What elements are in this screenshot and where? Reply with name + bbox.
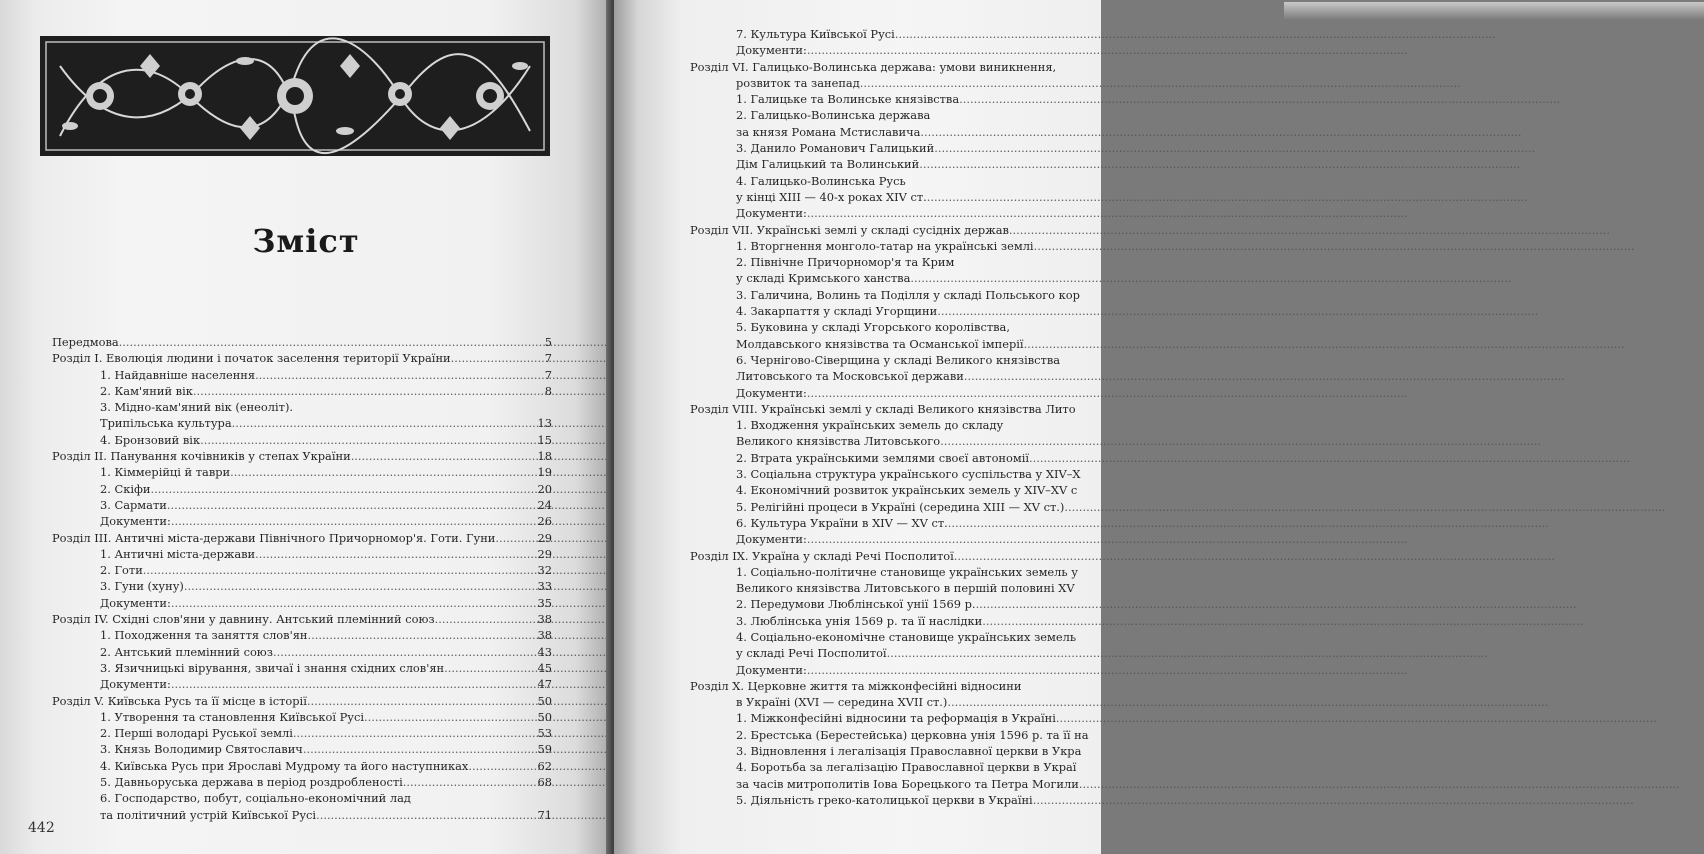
toc-section-entry (690, 710, 1101, 726)
toc-entry-title: у складі Речі Посполитої (736, 646, 887, 661)
toc-page-number: 35 (537, 595, 552, 610)
dot-leader (947, 694, 1101, 710)
toc-page-number: 50 (537, 693, 552, 708)
toc-section-entry (52, 627, 552, 643)
toc-section-entry (690, 189, 1101, 205)
toc-entry-title: за князя Романа Мстиславича (736, 124, 921, 139)
dot-leader (444, 660, 536, 676)
toc-section-entry (690, 270, 1101, 286)
dot-leader (171, 676, 537, 692)
toc-entry-title: Великого князівства Литовського (736, 434, 941, 449)
toc-chapter-entry (690, 548, 1101, 564)
toc-list-right (690, 26, 1101, 808)
toc-section-entry (690, 368, 1101, 384)
toc-page-number: 29 (537, 546, 552, 561)
toc-entry-title: 3. Соціальна структура українського суспільства у XIV–X (736, 467, 1081, 482)
toc-entry-title: 2. Передумови Люблінської унії 1569 р. (736, 597, 976, 612)
toc-section-entry (690, 580, 1101, 596)
toc-entry-title: 3. Данило Романович Галицький (736, 141, 935, 156)
toc-section-entry (52, 432, 552, 448)
dot-leader (150, 481, 536, 497)
toc-entry-title: 6. Чернігово-Сіверщина у складі Великого князівства (736, 352, 1061, 367)
dot-leader (1024, 336, 1101, 352)
dot-leader (171, 595, 537, 611)
toc-section-entry (52, 399, 552, 415)
toc-section-entry (52, 676, 552, 692)
toc-section-entry (690, 336, 1101, 352)
toc-entry-title: 3. Гуни (хуну) (100, 579, 184, 594)
toc-entry-title: Розділ IX. Україна у складі Речі Посполитої (690, 548, 954, 563)
toc-entry-title: Литовського та Московської держави (736, 369, 964, 384)
toc-entry-title: 4. Боротьба за легалізацію Православної церкви в Украї (736, 760, 1077, 775)
toc-section-entry (690, 75, 1101, 91)
toc-page-number: 53 (537, 726, 552, 741)
dot-leader (1009, 222, 1101, 238)
dot-leader (976, 596, 1101, 612)
toc-page-number: 62 (537, 758, 552, 773)
toc-entry-title: Розділ VII. Українські землі у складі сусідніх держав (690, 222, 1009, 237)
dot-leader (954, 548, 1101, 564)
toc-section-entry (52, 578, 552, 594)
toc-section-entry (690, 694, 1101, 710)
toc-chapter-entry (690, 678, 1101, 694)
toc-section-entry (690, 450, 1101, 466)
dot-leader (807, 42, 1101, 58)
toc-section-entry (52, 790, 552, 806)
toc-entry-title: Розділ VIII. Українські землі у складі Великого князівства Лито (690, 401, 1076, 416)
toc-chapter-entry (52, 611, 552, 627)
toc-entry-title: 3. Князь Володимир Святославич (100, 742, 303, 757)
dot-leader (230, 464, 536, 480)
dot-leader (468, 758, 536, 774)
toc-entry-title: за часів митрополитів Іова Борецького та Петра Могили (736, 776, 1079, 791)
dot-leader (887, 645, 1101, 661)
dot-leader (1034, 238, 1101, 254)
toc-entry-title: Розділ VI. Галицько-Волинська держава: умови виникнення, (690, 59, 1057, 74)
toc-entry-title: Розділ X. Церковне життя та міжконфесійні відносини (690, 678, 1022, 693)
toc-section-entry (690, 743, 1101, 759)
toc-section-entry (690, 352, 1101, 368)
toc-section-entry (690, 238, 1101, 254)
toc-entry-title: 2. Кам'яний вік (100, 383, 193, 398)
toc-entry-title: 1. Міжконфесійні відносини та реформація в Україні (736, 711, 1056, 726)
toc-entry-title: Документи: (100, 677, 171, 692)
toc-entry-title: 3. Сармати (100, 497, 167, 512)
toc-section-entry (52, 383, 552, 399)
dot-leader (255, 367, 544, 383)
toc-section-entry (690, 433, 1101, 449)
dot-leader (307, 627, 536, 643)
toc-entry-title: Великого князівства Литовського в першій половині XV (736, 581, 1075, 596)
toc-entry-title: в Україні (XVI — середина XVII ст.) (736, 695, 948, 710)
page-number: 442 (28, 820, 55, 836)
dot-leader (451, 350, 544, 366)
dot-leader (1056, 710, 1101, 726)
toc-entry-title: розвиток та занепад (736, 75, 860, 90)
toc-entry-title: 5. Діяльність греко-католицької церкви в Україні (736, 792, 1033, 807)
toc-entry-title: 3. Люблінська унія 1569 р. та її наслідки (736, 613, 983, 628)
toc-page-number: 8 (544, 383, 552, 398)
toc-section-entry (690, 727, 1101, 743)
toc-page-number: 29 (537, 530, 552, 545)
toc-section-entry (52, 367, 552, 383)
toc-chapter-entry (52, 530, 552, 546)
toc-entry-title: 1. Соціально-політичне становище українських земель у (736, 564, 1078, 579)
toc-section-entry (52, 741, 552, 757)
toc-section-entry (52, 725, 552, 741)
toc-entry-title: 4. Закарпаття у складі Угорщини (736, 304, 938, 319)
toc-section-entry (690, 319, 1101, 335)
toc-section-entry (690, 759, 1101, 775)
toc-entry-title: Документи: (100, 514, 171, 529)
dot-leader (1064, 499, 1101, 515)
toc-entry-title: 2. Брестська (Берестейська) церковна унія 1596 р. та її на (736, 727, 1089, 742)
toc-entry-title: 5. Релігійні процеси в Україні (середина XIII — XV ст.) (736, 499, 1065, 514)
dot-leader (940, 433, 1101, 449)
toc-page-number: 19 (537, 465, 552, 480)
toc-section-entry (52, 709, 552, 725)
dot-leader (119, 334, 544, 350)
toc-section-entry (52, 758, 552, 774)
dot-leader (351, 448, 537, 464)
dot-leader (964, 368, 1101, 384)
dot-leader (193, 383, 544, 399)
toc-chapter-entry (690, 59, 1101, 75)
dot-leader (303, 741, 537, 757)
toc-entry-title: Молдавського князівства та Османської імперії (736, 336, 1024, 351)
toc-entry-title: 2. Антський племінний союз (100, 644, 273, 659)
toc-page-number: 26 (537, 514, 552, 529)
toc-entry-title: 5. Буковина у складі Угорського королівства, (736, 320, 1010, 335)
toc-entry-title: 4. Соціально-економічне становище українських земель (736, 629, 1077, 644)
dot-leader (948, 515, 1101, 531)
toc-entry-title: 1. Галицьке та Волинське князівства (736, 92, 960, 107)
dot-leader (143, 562, 537, 578)
toc-entry-title: та політичний устрій Київської Русі (100, 807, 317, 822)
dot-leader (435, 611, 537, 627)
toc-page-number: 45 (537, 660, 552, 675)
toc-page-number: 38 (537, 612, 552, 627)
dot-leader (495, 530, 536, 546)
toc-page-number: 38 (537, 628, 552, 643)
dot-leader (919, 156, 1101, 172)
toc-section-entry (690, 645, 1101, 661)
dot-leader (895, 26, 1101, 42)
toc-section-entry (690, 662, 1101, 678)
toc-entry-title: Передмова (52, 335, 119, 349)
toc-section-entry (690, 42, 1101, 58)
toc-section-entry (52, 595, 552, 611)
toc-section-entry (52, 774, 552, 790)
toc-section-entry (52, 644, 552, 660)
toc-entry-title: 4. Галицько-Волинська Русь (736, 173, 906, 188)
toc-entry-title: 3. Язичницькі вірування, звичаї і знання східних слов'ян (100, 660, 445, 675)
toc-entry-title: Документи: (100, 595, 171, 610)
toc-section-entry (52, 497, 552, 513)
toc-section-entry (690, 792, 1101, 808)
toc-section-entry (690, 629, 1101, 645)
toc-chapter-entry (52, 350, 552, 366)
toc-chapter-entry (52, 334, 552, 350)
toc-page-number: 24 (537, 497, 552, 512)
toc-entry-title: 2. Перші володарі Руської землі (100, 726, 293, 741)
toc-page-number: 7 (544, 351, 552, 366)
toc-section-entry (52, 807, 552, 823)
toc-entry-title: 2. Північне Причорномор'я та Крим (736, 255, 955, 270)
toc-entry-title: 7. Культура Київської Русі (736, 27, 895, 41)
toc-chapter-entry (690, 401, 1101, 417)
toc-page-number: 15 (537, 432, 552, 447)
toc-section-entry (690, 596, 1101, 612)
toc-entry-title: 2. Втрата українськими землями своєї автономії (736, 450, 1030, 465)
toc-entry-title: Розділ III. Античні міста-держави Північного Причорномор'я. Готи. Гуни (52, 530, 496, 545)
toc-chapter-entry (690, 222, 1101, 238)
toc-section-entry (690, 173, 1101, 189)
dot-leader (982, 613, 1101, 629)
toc-section-entry (690, 515, 1101, 531)
toc-page-number: 20 (537, 481, 552, 496)
toc-page-number: 59 (537, 742, 552, 757)
toc-section-entry (690, 287, 1101, 303)
toc-section-entry (690, 776, 1101, 792)
dot-leader (316, 807, 536, 823)
toc-entry-title: 5. Давньоруська держава в період роздробленості (100, 775, 403, 790)
toc-entry-title: 3. Галичина, Волинь та Поділля у складі Польського кор (736, 287, 1080, 302)
dot-leader (807, 662, 1101, 678)
left-page (0, 0, 612, 854)
toc-page-number: 18 (537, 449, 552, 464)
toc-page-number: 47 (537, 677, 552, 692)
dot-leader (959, 91, 1101, 107)
toc-section-entry (690, 205, 1101, 221)
toc-section-entry (690, 499, 1101, 515)
toc-page-number: 71 (537, 807, 552, 822)
toc-list-left (52, 334, 552, 823)
toc-chapter-entry (52, 448, 552, 464)
toc-entry-title: 1. Входження українських земель до складу (736, 418, 1004, 433)
toc-entry-title: Розділ II. Панування кочівників у степах України (52, 449, 351, 464)
toc-entry-title: Документи: (736, 385, 807, 400)
toc-page-number: 68 (537, 775, 552, 790)
toc-section-entry (690, 531, 1101, 547)
toc-page-number: 5 (544, 335, 552, 349)
toc-entry-title: Документи: (736, 43, 807, 58)
toc-entry-title: Документи: (736, 662, 807, 677)
toc-section-entry (690, 26, 1101, 42)
toc-section-entry (690, 303, 1101, 319)
toc-section-entry (52, 562, 552, 578)
toc-section-entry (690, 417, 1101, 433)
toc-entry-title: Документи: (736, 532, 807, 547)
dot-leader (307, 693, 537, 709)
toc-section-entry (52, 481, 552, 497)
toc-entry-title: 4. Київська Русь при Ярославі Мудрому та його наступниках (100, 758, 469, 773)
dot-leader (167, 497, 537, 513)
toc-section-entry (690, 482, 1101, 498)
dot-leader (937, 303, 1101, 319)
toc-entry-title: 1. Найдавніше населення (100, 367, 256, 382)
toc-entry-title: Трипільська культура (100, 416, 232, 431)
toc-section-entry (52, 464, 552, 480)
toc-entry-title: Розділ IV. Східні слов'яни у давнину. Антський племінний союз (52, 612, 435, 627)
toc-section-entry (690, 140, 1101, 156)
bleed-through-shadow (1284, 2, 1704, 20)
toc-page-number: 32 (537, 563, 552, 578)
toc-section-entry (690, 564, 1101, 580)
toc-section-entry (690, 254, 1101, 270)
toc-entry-title: 2. Готи (100, 563, 143, 578)
dot-leader (273, 644, 537, 660)
dot-leader (255, 546, 536, 562)
dot-leader (807, 531, 1101, 547)
toc-section-entry (52, 513, 552, 529)
toc-entry-title: Дім Галицький та Волинський (736, 157, 920, 172)
toc-section-entry (690, 124, 1101, 140)
dot-leader (927, 189, 1101, 205)
toc-entry-title: 6. Культура України в XIV — XV ст. (736, 515, 948, 530)
toc-section-entry (52, 660, 552, 676)
toc-section-entry (690, 613, 1101, 629)
toc-page-number: 50 (537, 709, 552, 724)
toc-entry-title: у кінці XIII — 40-х роках XIV ст. (736, 189, 927, 204)
toc-entry-title: 1. Походження та заняття слов'ян (100, 628, 308, 643)
dot-leader (1029, 450, 1101, 466)
toc-entry-title: 1. Вторгнення монголо-татар на українські землі (736, 238, 1034, 253)
toc-section-entry (690, 385, 1101, 401)
dot-leader (1033, 792, 1101, 808)
toc-section-entry (52, 415, 552, 431)
toc-entry-title: Розділ V. Київська Русь та її місце в історії (52, 693, 307, 708)
toc-entry-title: 2. Галицько-Волинська держава (736, 108, 931, 123)
toc-section-entry (52, 546, 552, 562)
toc-entry-title: 4. Економічний розвиток українських земель у XIV–XV с (736, 483, 1078, 498)
toc-section-entry (690, 156, 1101, 172)
toc-entry-title: 1. Утворення та становлення Київської Русі (100, 709, 365, 724)
dot-leader (860, 75, 1101, 91)
toc-section-entry (690, 107, 1101, 123)
toc-page-number: 13 (537, 416, 552, 431)
toc-title: Зміст (252, 222, 360, 260)
toc-entry-title: 3. Мідно-кам'яний вік (енеоліт). (100, 400, 294, 415)
toc-entry-title: 1. Кіммерійці й таври (100, 465, 231, 480)
toc-entry-title: 2. Скіфи (100, 481, 151, 496)
toc-page-number: 33 (537, 579, 552, 594)
dot-leader (293, 725, 537, 741)
dot-leader (920, 124, 1101, 140)
toc-section-entry (690, 466, 1101, 482)
toc-chapter-entry (52, 693, 552, 709)
toc-entry-title: 1. Античні міста-держави (100, 546, 256, 561)
dot-leader (910, 270, 1101, 286)
toc-section-entry (690, 91, 1101, 107)
toc-entry-title: у складі Кримського ханства (736, 271, 911, 286)
dot-leader (364, 709, 536, 725)
dot-leader (171, 513, 537, 529)
toc-page-number: 7 (544, 367, 552, 382)
dot-leader (200, 432, 536, 448)
toc-page-number: 43 (537, 644, 552, 659)
dot-leader (403, 774, 537, 790)
dot-leader (807, 205, 1101, 221)
dot-leader (807, 385, 1101, 401)
toc-entry-title: 4. Бронзовий вік (100, 432, 201, 447)
dot-leader (934, 140, 1101, 156)
dot-leader (1079, 776, 1101, 792)
dot-leader (232, 415, 537, 431)
dot-leader (184, 578, 537, 594)
toc-entry-title: 6. Господарство, побут, соціально-економічний лад (100, 791, 411, 806)
ornamental-header-banner (40, 36, 550, 156)
toc-entry-title: 3. Відновлення і легалізація Православної церкви в Укра (736, 744, 1082, 759)
toc-entry-title: Документи: (736, 206, 807, 221)
toc-entry-title: Розділ I. Еволюція людини і початок заселення території України (52, 351, 451, 366)
